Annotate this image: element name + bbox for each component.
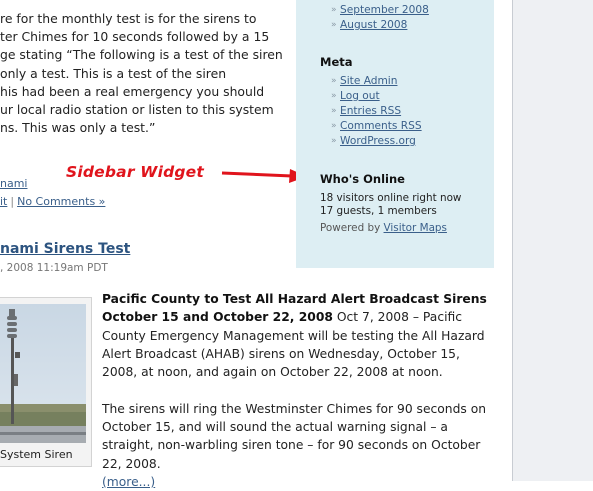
image-caption: System Siren: [0, 448, 73, 461]
bullet-icon: »: [331, 121, 337, 131]
archive-item: [312, 3, 429, 18]
meta-item: [312, 104, 422, 119]
article-dateline: Oct 7, 2008 – Pacific: [332, 310, 463, 325]
image-frame: [0, 297, 92, 467]
post-line: ur local radio station or listen to this system: [0, 101, 274, 117]
meta-separator: |: [10, 195, 15, 208]
article-line: Alert Broadcast (AHAB) sirens on Wednesday, October 15,: [102, 346, 460, 361]
more-link[interactable]: (more...): [102, 474, 156, 489]
powered-by-label: Powered by: [320, 222, 384, 234]
post-line: ter Chimes for 10 seconds followed by a 15: [0, 29, 270, 45]
entries-rss-link[interactable]: Entries RSS: [340, 105, 402, 117]
window-scroll-gutter[interactable]: [512, 0, 593, 481]
comments-rss-link[interactable]: Comments RSS: [340, 120, 422, 132]
siren-photo[interactable]: [0, 304, 86, 443]
article-line: straight, non-warbling siren tone – for 90 seconds on October: [102, 438, 481, 453]
meta-heading: Meta: [320, 55, 353, 69]
meta-item: [312, 134, 422, 149]
post-line: ns. This was only a test.”: [0, 120, 156, 136]
post-body-text: [0, 10, 300, 137]
sidebar: [296, 0, 494, 268]
siren-photo-image: [0, 304, 86, 443]
paragraph-gap: [102, 381, 507, 399]
wordpress-org-link[interactable]: WordPress.org: [340, 135, 416, 147]
annotation-label: Sidebar Widget: [66, 163, 205, 181]
post-line: re for the monthly test is for the sirens to: [0, 11, 257, 26]
bullet-icon: »: [331, 5, 337, 15]
post-line: his had been a real emergency you should: [0, 83, 265, 99]
visitor-maps-link[interactable]: Visitor Maps: [383, 222, 447, 234]
bullet-icon: »: [331, 91, 337, 101]
annotation-arrow-icon: [222, 166, 307, 184]
article-line: October 15, and will sound the actual warning signal – a: [102, 420, 448, 435]
log-out-link[interactable]: Log out: [340, 90, 380, 102]
meta-item: [312, 89, 422, 104]
post-title-link[interactable]: nami Sirens Test: [0, 241, 131, 257]
whos-online-heading: Who's Online: [320, 172, 405, 186]
bullet-icon: »: [331, 106, 337, 116]
meta-item: [312, 119, 422, 134]
article-headline-line: Pacific County to Test All Hazard Alert Broadcast Sirens: [102, 292, 487, 306]
archive-item: [312, 18, 429, 33]
article-line: County Emergency Management will be testing the All Hazard: [102, 328, 485, 343]
archives-list: [312, 3, 429, 33]
bullet-icon: »: [331, 20, 337, 30]
meta-list: [312, 74, 422, 149]
archive-link-september[interactable]: September 2008: [340, 4, 429, 16]
visitors-count-text: 18 visitors online right now: [320, 192, 462, 204]
article-line: 22, 2008.: [102, 456, 161, 471]
comments-link[interactable]: No Comments »: [17, 195, 106, 208]
meta-item: [312, 74, 422, 89]
powered-by: [320, 222, 447, 234]
article-headline-dates: October 15 and October 22, 2008: [102, 310, 333, 325]
edit-link[interactable]: it: [0, 195, 8, 208]
bullet-icon: »: [331, 76, 337, 86]
bullet-icon: »: [331, 136, 337, 146]
guests-members-text: 17 guests, 1 members: [320, 204, 437, 217]
article-body: [102, 290, 507, 491]
whos-online-widget: [320, 192, 461, 217]
article-line: 2008, at noon, and again on October 22, 2008 at noon.: [102, 365, 443, 380]
post-line: only a test. This is a test of the siren: [0, 65, 227, 81]
site-admin-link[interactable]: Site Admin: [340, 75, 398, 87]
archive-link-august[interactable]: August 2008: [340, 19, 408, 31]
article-line: The sirens will ring the Westminster Chimes for 90 seconds on: [102, 401, 487, 416]
category-link[interactable]: nami: [0, 177, 28, 190]
post-line: ge stating “The following is a test of the siren: [0, 47, 283, 63]
post-date: , 2008 11:19am PDT: [0, 262, 108, 274]
